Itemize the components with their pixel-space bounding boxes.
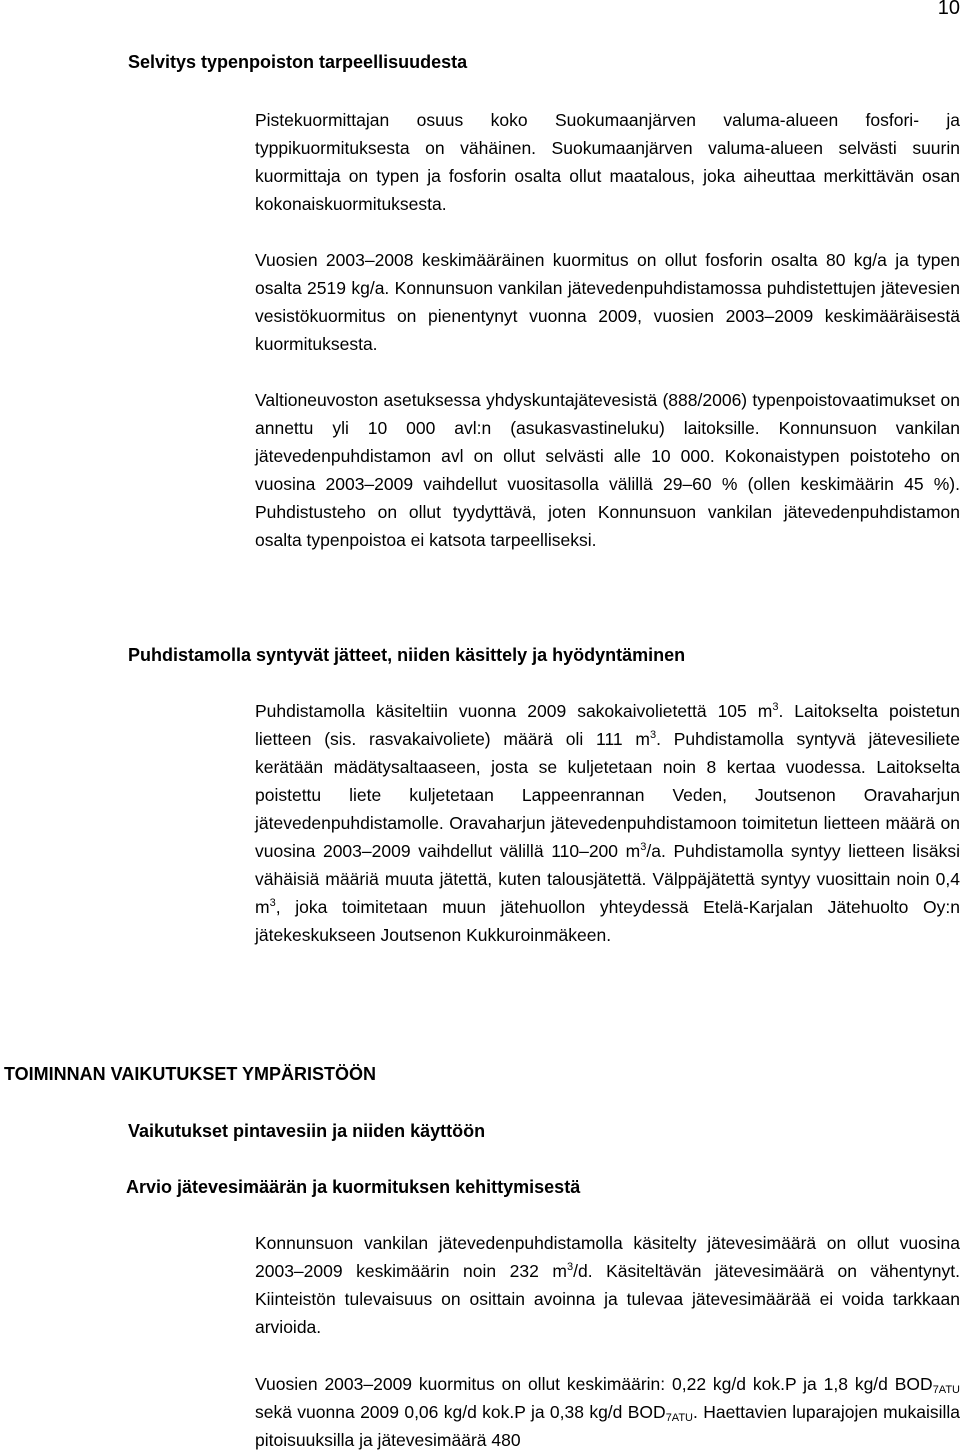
main-heading: TOIMINNAN VAIKUTUKSET YMPÄRISTÖÖN	[4, 1064, 377, 1084]
paragraph-loading-share: Pistekuormittajan osuus koko Suokumaanjärven valuma-alueen fosfori- ja typpikuormituksesta on vähäinen. Suokumaanjärven valuma-alueen selvästi suurin kuormittaja on typen ja fosforin osalta ollut maatalous, joka aiheuttaa merkittävän osan kokonaiskuormituksesta.	[255, 110, 960, 214]
subscript-7atu: 7ATU	[932, 1384, 960, 1396]
paragraph-annual-loading: Vuosien 2003–2008 keskimääräinen kuormitus on ollut fosforin osalta 80 kg/a ja typen osalta 2519 kg/a. Konnunsuon vankilan jätevedenpuhdistamossa puhdistettujen jätevesien vesistökuormitus on pienentynyt vuonna 2009, vuosien 2003–2009 keskimääräisestä kuormituksesta.	[255, 250, 960, 354]
waste-text-1: Puhdistamolla käsiteltiin vuonna 2009 sakokaivolietettä 105 m	[255, 701, 773, 721]
waste-text-2: . Laitokselta poistetun lietteen (sis. rasvakaivoliete) määrä oli 111 m	[255, 701, 960, 749]
sub-heading: Vaikutukset pintavesiin ja niiden käyttöön	[128, 1121, 486, 1141]
volume-text-1: Konnunsuon vankilan jätevedenpuhdistamolla käsitelty jätevesimäärä on ollut vuosina 2003–2009 keskimäärin noin 232 m	[255, 1233, 960, 1281]
section-heading-waste: Puhdistamolla syntyvät jätteet, niiden käsittely ja hyödyntäminen	[128, 645, 686, 665]
superscript-3: 3	[567, 1261, 574, 1273]
section-heading-nitrogen-removal: Selvitys typenpoiston tarpeellisuudesta	[128, 52, 468, 72]
paragraph-loading-values	[255, 1370, 960, 1454]
paragraph-wastewater-volume	[255, 1229, 960, 1341]
superscript-3: 3	[269, 897, 276, 909]
waste-text-4: /a. Puhdistamolla syntyy lietteen lisäksi vähäisiä määriä muuta jätettä, kuten talousjätettä. Välppäjätettä syntyy vuosittain noin 0,4 m	[255, 841, 960, 917]
loading-text-3: . Haettavien luparajojen mukaisilla pitoisuuksilla ja jätevesimäärä 480	[255, 1402, 960, 1450]
waste-text-3: . Puhdistamolla syntyvä jätevesiliete kerätään mädätysaltaaseen, josta se kuljetetaan noin 8 kertaa vuodessa. Laitokselta poistettu liete kuljetetaan Lappeenrannan Veden, Joutsenon Oravaharjun jätevedenpuhdistamolle. Oravaharjun jätevedenpuhdistamoon toimitetun lietteen määrä on vuosina 2003–2009 vaihdellut välillä 110–200 m	[255, 729, 960, 861]
page-number: 10	[937, 0, 960, 19]
subscript-7atu: 7ATU	[665, 1412, 693, 1424]
sub-sub-heading: Arvio jätevesimäärän ja kuormituksen kehittymisestä	[126, 1177, 581, 1197]
superscript-3: 3	[772, 701, 779, 713]
superscript-3: 3	[650, 729, 657, 741]
loading-text-1: Vuosien 2003–2009 kuormitus on ollut keskimäärin: 0,22 kg/d kok.P ja 1,8 kg/d BOD	[255, 1374, 933, 1394]
paragraph-waste-handling	[255, 697, 960, 949]
paragraph-regulation: Valtioneuvoston asetuksessa yhdyskuntajätevesistä (888/2006) typenpoistovaatimukset on annettu yli 10 000 avl:n (asukasvastineluku) laitoksille. Konnunsuon vankilan jätevedenpuhdistamon avl on ollut selvästi alle 10 000. Kokonaistypen poistoteho on vuosina 2003–2009 vaihdellut vuositasolla välillä 29–60 % (ollen keskimäärin 45 %). Puhdistusteho on ollut tyydyttävä, joten Konnunsuon vankilan jätevedenpuhdistamon osalta typenpoistoa ei katsota tarpeelliseksi.	[255, 390, 960, 550]
waste-text-5: , joka toimitetaan muun jätehuollon yhteydessä Etelä-Karjalan Jätehuolto Oy:n jätekeskukseen Joutsenon Kukkuroinmäkeen.	[255, 897, 960, 945]
superscript-3: 3	[640, 841, 647, 853]
volume-text-2: /d. Käsiteltävän jätevesimäärä on vähentynyt. Kiinteistön tulevaisuus on osittain avoinna ja tulevaa jätevesimäärää ei voida tarkkaan arvioida.	[255, 1261, 960, 1337]
loading-text-2: sekä vuonna 2009 0,06 kg/d kok.P ja 0,38 kg/d BOD	[255, 1402, 666, 1422]
